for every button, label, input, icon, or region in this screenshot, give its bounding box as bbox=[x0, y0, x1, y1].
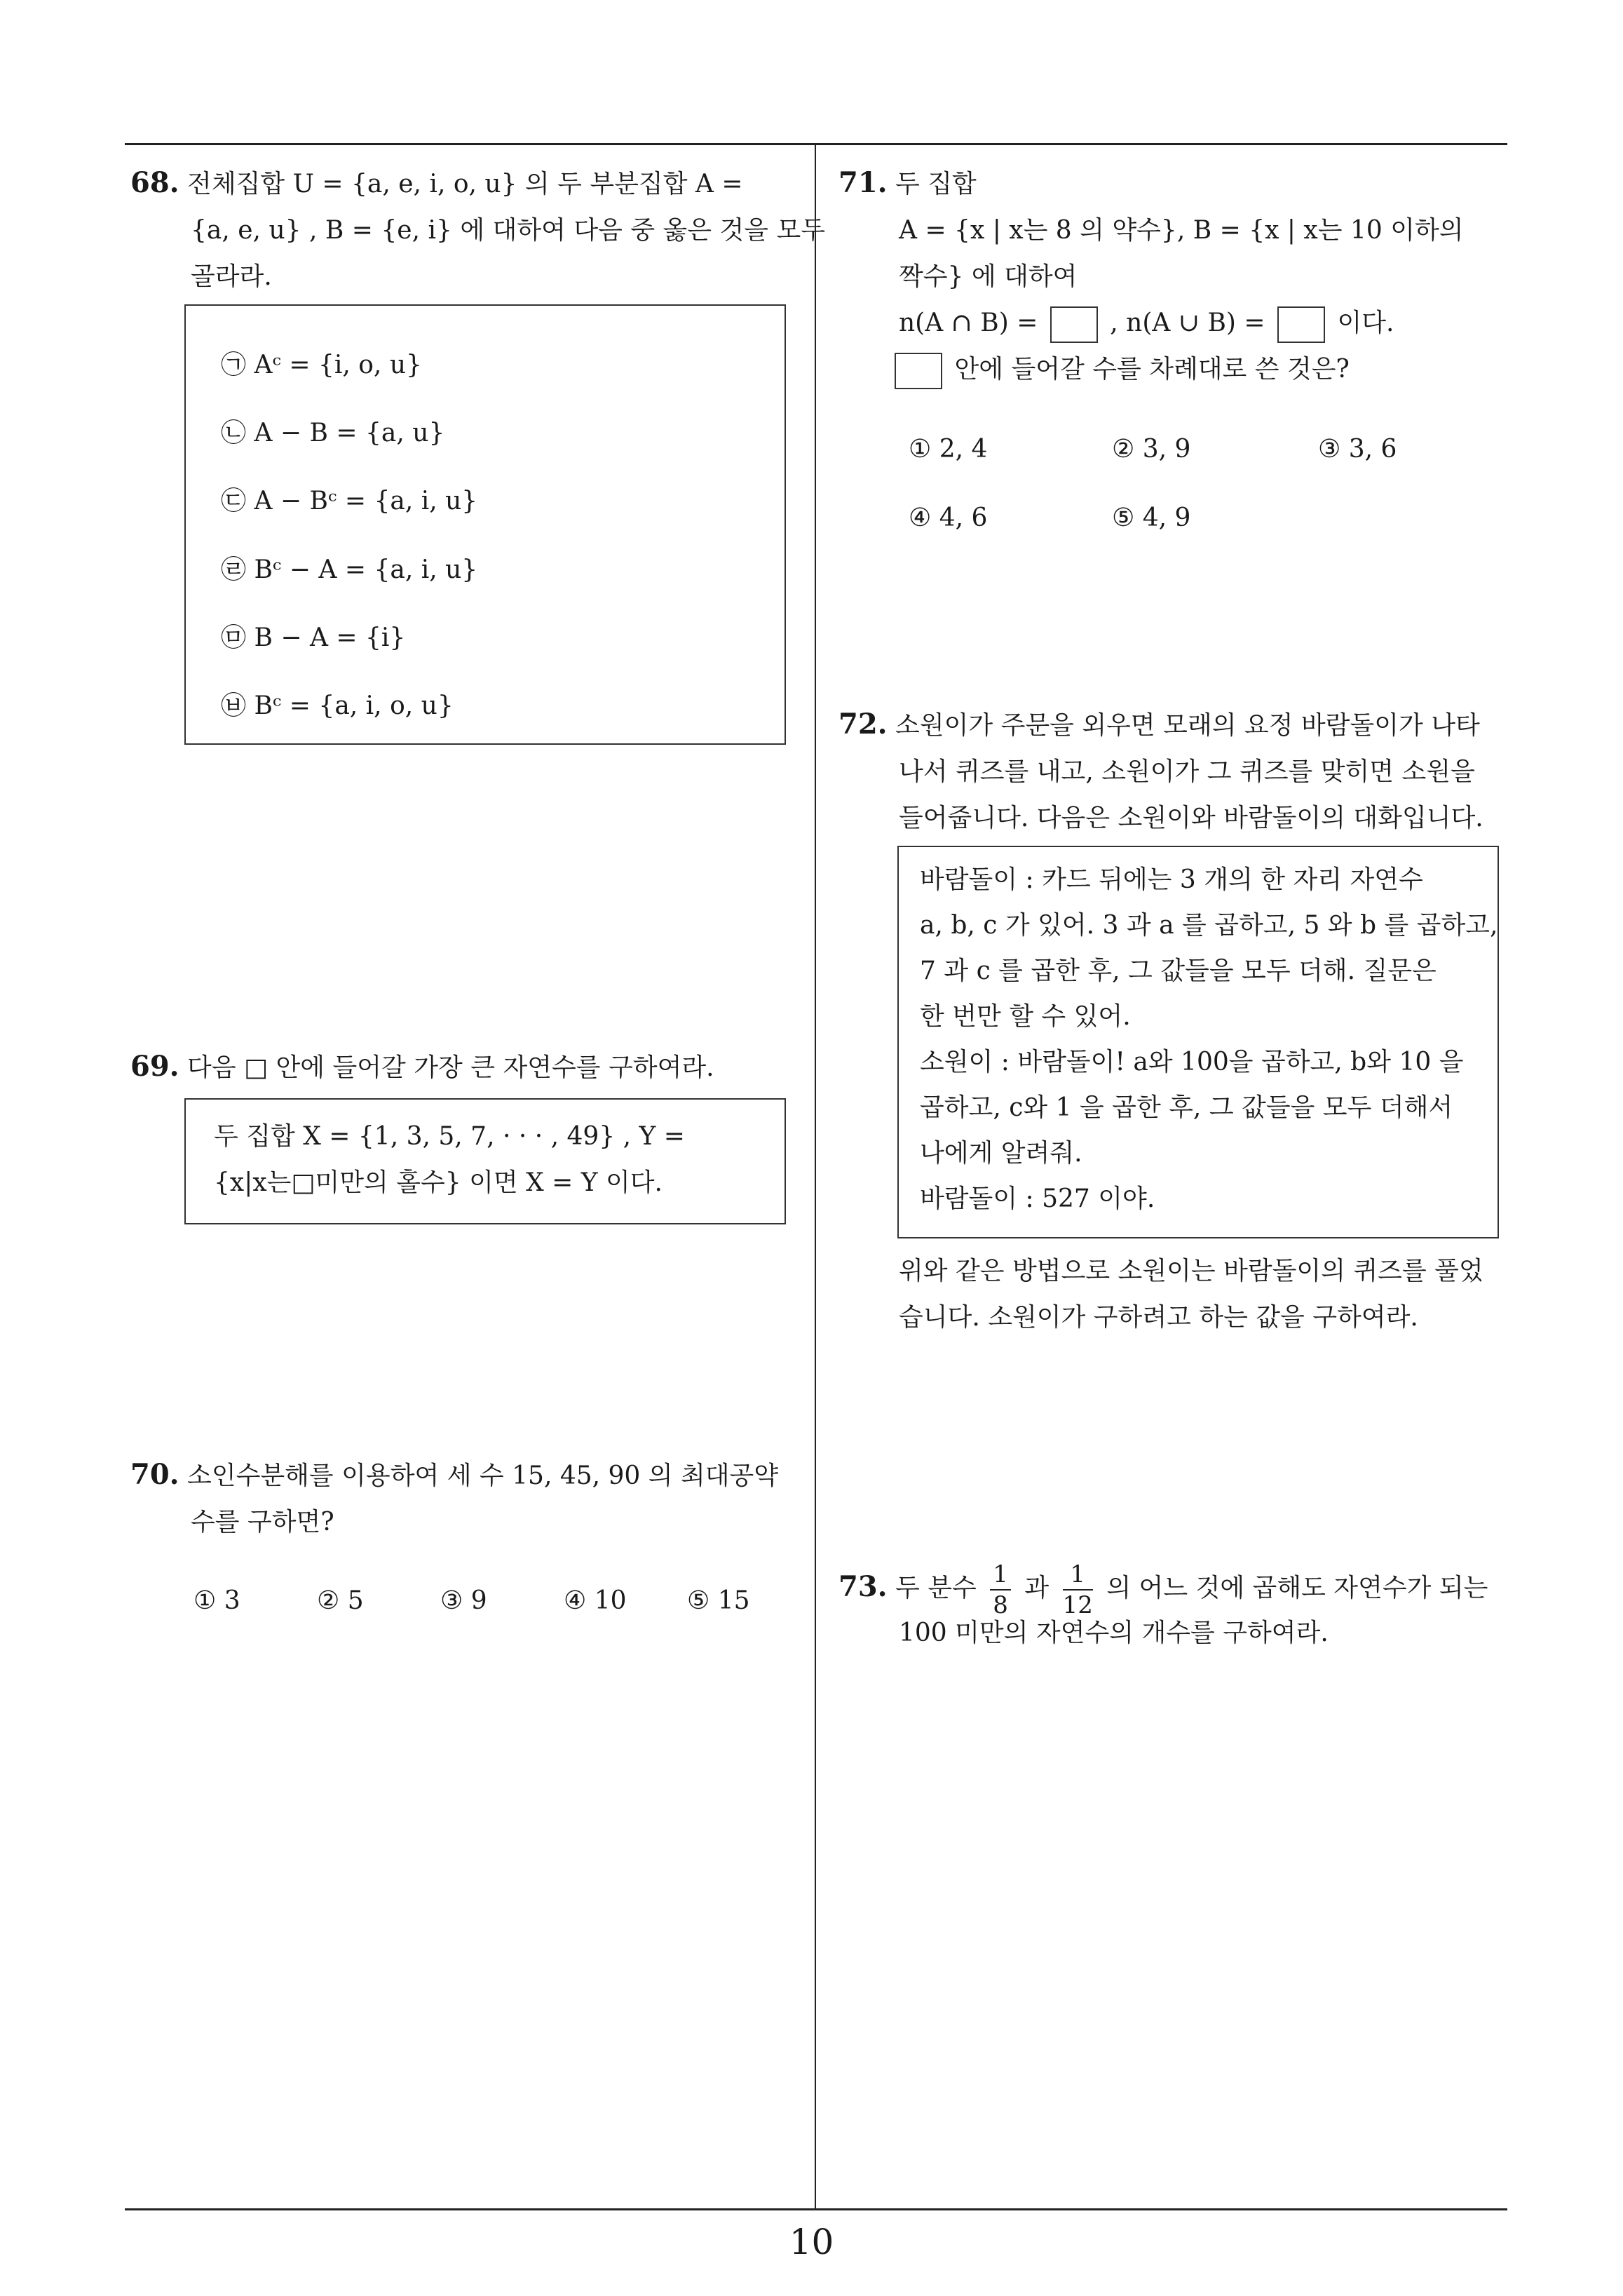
question-number: 73. bbox=[838, 1570, 888, 1603]
question-text-line: 골라라. bbox=[191, 262, 272, 291]
dialog-line: 한 번만 할 수 있어. bbox=[920, 1002, 1131, 1031]
question-text-line: 위와 같은 방법으로 소원이는 바람돌이의 퀴즈를 풀었 bbox=[899, 1257, 1483, 1285]
column-divider bbox=[815, 143, 816, 2209]
statement-item: ㉠ Aᶜ = {i, o, u} bbox=[221, 351, 422, 379]
question-text-line: 소원이가 주문을 외우면 모래의 요정 바람돌이가 나타 bbox=[895, 711, 1480, 740]
dialog-line: 바람돌이 : 527 이야. bbox=[920, 1184, 1155, 1213]
choice-4[interactable]: ④ 4, 6 bbox=[909, 504, 988, 532]
question-text-line: 짝수} 에 대하여 bbox=[899, 262, 1078, 291]
q70-choices bbox=[193, 1586, 796, 1621]
choice-5[interactable]: ⑤ 15 bbox=[687, 1586, 750, 1615]
expression-intersection: n(A ∩ B) = bbox=[899, 309, 1038, 337]
statement-item: ㉢ A − Bᶜ = {a, i, u} bbox=[221, 487, 478, 515]
fraction-numerator: 1 bbox=[1063, 1562, 1093, 1591]
question-text-line: A = {x | x는 8 의 약수}, B = {x | x는 10 이하의 bbox=[899, 216, 1464, 245]
choice-2[interactable]: ② 5 bbox=[317, 1586, 364, 1615]
question-68 bbox=[130, 160, 826, 300]
expression-end: 이다. bbox=[1337, 309, 1394, 337]
question-text-line: 100 미만의 자연수의 개수를 구하여라. bbox=[899, 1619, 1329, 1647]
question-73 bbox=[838, 1555, 1526, 1656]
condition-line: 두 집합 X = {1, 3, 5, 7, · · · , 49} , Y = bbox=[214, 1122, 685, 1151]
question-number: 72. bbox=[838, 708, 888, 741]
top-rule bbox=[125, 143, 1507, 145]
q69-condition-box bbox=[184, 1098, 786, 1224]
q72-dialog-box bbox=[897, 846, 1499, 1238]
page-number: 10 bbox=[789, 2222, 834, 2262]
answer-blank bbox=[895, 353, 942, 389]
dialog-line: 곱하고, c와 1 을 곱한 후, 그 값들을 모두 더해서 bbox=[920, 1093, 1453, 1122]
q68-statement-box bbox=[184, 304, 786, 745]
dialog-line: 7 과 c 를 곱한 후, 그 값들을 모두 더해. 질문은 bbox=[920, 957, 1437, 985]
question-70 bbox=[130, 1452, 803, 1546]
question-text-line: 소인수분해를 이용하여 세 수 15, 45, 90 의 최대공약 bbox=[187, 1461, 779, 1490]
question-text-line: 습니다. 소원이가 구하려고 하는 값을 구하여라. bbox=[899, 1303, 1418, 1332]
q71-choices bbox=[909, 435, 1498, 547]
fraction-numerator: 1 bbox=[990, 1562, 1011, 1591]
choice-4[interactable]: ④ 10 bbox=[564, 1586, 627, 1615]
question-text-part: 의 어느 것에 곱해도 자연수가 되는 bbox=[1106, 1574, 1488, 1602]
question-number: 71. bbox=[838, 166, 888, 199]
fraction-one-eighth bbox=[990, 1562, 1011, 1617]
choice-1[interactable]: ① 2, 4 bbox=[909, 435, 988, 464]
choice-2[interactable]: ② 3, 9 bbox=[1112, 435, 1191, 464]
question-69 bbox=[130, 1044, 803, 1091]
dialog-line: 소원이 : 바람돌이! a와 100을 곱하고, b와 10 을 bbox=[920, 1048, 1464, 1076]
dialog-line: 바람돌이 : 카드 뒤에는 3 개의 한 자리 자연수 bbox=[920, 865, 1423, 894]
question-text-line: 들어줍니다. 다음은 소원이와 바람돌이의 대화입니다. bbox=[899, 804, 1483, 832]
answer-blank bbox=[1277, 306, 1325, 343]
statement-item: ㉡ A − B = {a, u} bbox=[221, 419, 445, 447]
question-text-part: 과 bbox=[1024, 1574, 1050, 1602]
question-text-line: 안에 들어갈 수를 차례대로 쓴 것은? bbox=[954, 355, 1350, 384]
choice-1[interactable]: ① 3 bbox=[193, 1586, 240, 1615]
question-text-line: 수를 구하면? bbox=[191, 1508, 334, 1537]
answer-blank bbox=[1050, 306, 1098, 343]
choice-3[interactable]: ③ 9 bbox=[440, 1586, 487, 1615]
question-number: 68. bbox=[130, 166, 179, 199]
question-71 bbox=[838, 160, 1526, 393]
question-number: 70. bbox=[130, 1458, 179, 1491]
choice-3[interactable]: ③ 3, 6 bbox=[1318, 435, 1397, 464]
question-72 bbox=[838, 701, 1526, 842]
condition-line: {x|x는□미만의 홀수} 이면 X = Y 이다. bbox=[214, 1168, 663, 1197]
choice-5[interactable]: ⑤ 4, 9 bbox=[1112, 504, 1191, 532]
question-number: 69. bbox=[130, 1050, 179, 1083]
fraction-one-twelfth bbox=[1063, 1562, 1093, 1617]
question-text-part: 두 분수 bbox=[895, 1574, 977, 1602]
statement-item: ㉥ Bᶜ = {a, i, o, u} bbox=[221, 691, 454, 720]
bottom-rule bbox=[125, 2208, 1507, 2210]
question-text-line: {a, e, u} , B = {e, i} 에 대하여 다음 중 옳은 것을 모두 bbox=[191, 216, 826, 245]
statement-item: ㉤ B − A = {i} bbox=[221, 623, 406, 652]
fraction-denominator: 12 bbox=[1062, 1591, 1093, 1619]
statement-item: ㉣ Bᶜ − A = {a, i, u} bbox=[221, 555, 478, 584]
question-text-line: 나서 퀴즈를 내고, 소원이가 그 퀴즈를 맞히면 소원을 bbox=[899, 757, 1475, 786]
expression-union: , n(A ∪ B) = bbox=[1110, 309, 1265, 337]
question-text-line: 다음 □ 안에 들어갈 가장 큰 자연수를 구하여라. bbox=[187, 1053, 714, 1082]
dialog-line: a, b, c 가 있어. 3 과 a 를 곱하고, 5 와 b 를 곱하고, bbox=[920, 911, 1498, 940]
q72-followup bbox=[899, 1248, 1530, 1341]
dialog-line: 나에게 알려줘. bbox=[920, 1139, 1082, 1168]
fraction-denominator: 8 bbox=[993, 1591, 1008, 1619]
question-text-line: 전체집합 U = {a, e, i, o, u} 의 두 부분집합 A = bbox=[187, 170, 743, 198]
question-title: 두 집합 bbox=[895, 170, 977, 198]
